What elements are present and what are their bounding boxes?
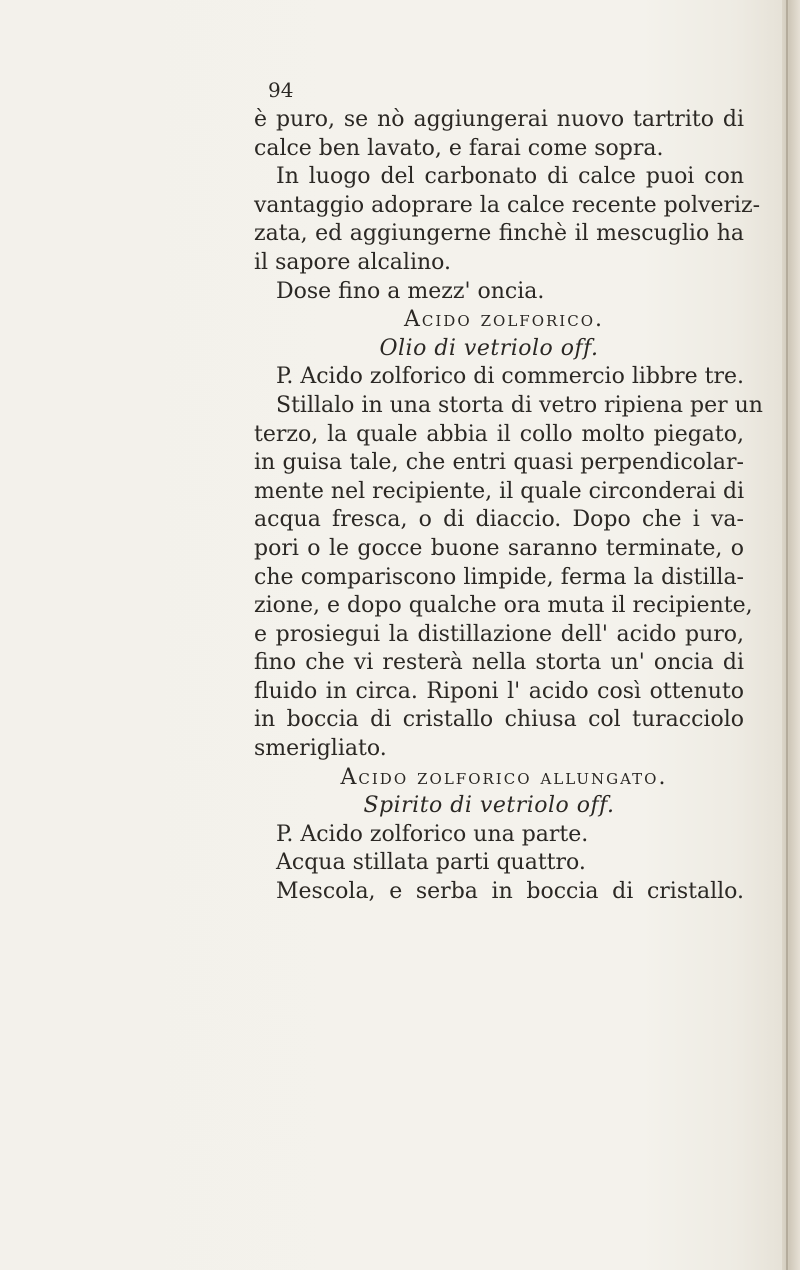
- text-line: il sapore alcalino.: [254, 249, 452, 275]
- text-line: vantaggio adoprare la calce recente polveriz-: [254, 192, 761, 218]
- text-line: che compariscono limpide, ferma la distilla-: [254, 564, 744, 590]
- text-line: pori o le gocce buone saranno terminate, o: [254, 535, 744, 561]
- text-line: acqua fresca, o di diaccio. Dopo che i va-: [254, 507, 744, 533]
- page-edge-shadow: [782, 0, 800, 1270]
- text-line: terzo, la quale abbia il collo molto piegato,: [254, 421, 744, 447]
- text-line: fluido in circa. Riponi l' acido così ottenuto: [254, 678, 744, 704]
- section-heading: Acido zolforico allungato.: [340, 764, 668, 790]
- text-line: In luogo del carbonato di calce puoi con: [276, 164, 744, 190]
- section-subheading: Spirito di vetriolo off.: [363, 793, 615, 819]
- text-line: calce ben lavato, e farai come sopra.: [254, 135, 664, 161]
- page-edge-line: [786, 0, 788, 1270]
- text-line: Stillalo in una storta di vetro ripiena per un: [276, 392, 763, 418]
- text-line: smerigliato.: [254, 736, 387, 762]
- text-line: in boccia di cristallo chiusa col turacciolo: [254, 707, 744, 733]
- text-line: in guisa tale, che entri quasi perpendicolar-: [254, 450, 744, 476]
- section-heading: Acido zolforico.: [404, 307, 604, 333]
- text-line: è puro, se nò aggiungerai nuovo tartrito di: [254, 107, 744, 132]
- page-number: 94: [268, 78, 294, 102]
- text-line: P. Acido zolforico di commercio libbre tre.: [276, 364, 744, 390]
- text-line: e prosiegui la distillazione dell' acido puro,: [254, 621, 744, 647]
- text-line: Mescola, e serba in boccia di cristallo.: [276, 879, 744, 905]
- section-subheading: Olio di vetriolo off.: [379, 335, 599, 361]
- text-line: P. Acido zolforico una parte.: [276, 821, 589, 847]
- text-line: Dose fino a mezz' oncia.: [276, 278, 545, 304]
- text-line: mente nel recipiente, il quale circonderai di: [254, 478, 745, 504]
- page-text: [254, 78, 763, 907]
- text-line: Acqua stillata parti quattro.: [276, 850, 586, 876]
- text-line: zata, ed aggiungerne finchè il mescuglio ha: [254, 221, 744, 247]
- text-line: fino che vi resterà nella storta un' oncia di: [254, 650, 744, 676]
- text-line: zione, e dopo qualche ora muta il recipiente,: [254, 593, 753, 619]
